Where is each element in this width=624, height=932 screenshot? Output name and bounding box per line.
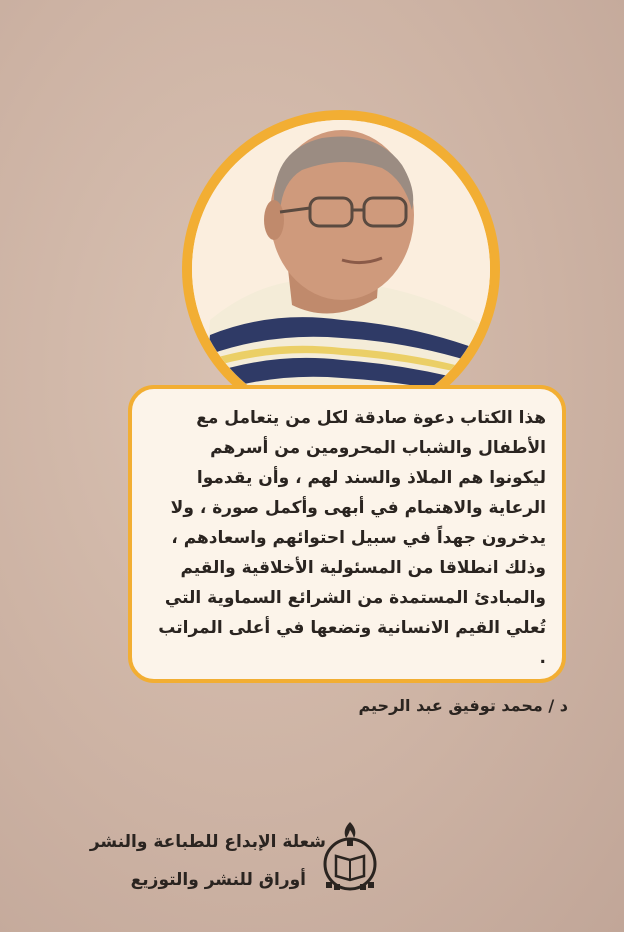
author-photo-frame — [182, 110, 500, 428]
publisher-torch-book-logo-icon — [318, 818, 382, 892]
blurb-text: هذا الكتاب دعوة صادقة لكل من يتعامل مع الأطفال والشباب المحرومين من أسرهم ليكونوا هم الملاذ والسند لهم ، وأن يقدموا الرعاية والاهتمام في أبهى وأكمل صورة ، ولا يدخرون جهداً في سبيل احتوائهم واسعادهم ، وذلك انطلاقا من المسئولية الأخلاقية والقيم والمبادئ المستمدة من الشرائع السماوية التي تُعلي القيم الانسانية وتضعها في أعلى المراتب . — [158, 408, 546, 668]
publisher-logo — [318, 818, 382, 892]
author-photo — [192, 120, 490, 418]
publisher-line-1: شعلة الإبداع للطباعة والنشر — [89, 832, 326, 852]
blurb-box — [128, 385, 566, 683]
author-portrait-icon — [192, 120, 490, 418]
author-name: د / محمد توفيق عبد الرحيم — [358, 696, 568, 715]
publisher-line-2: أوراق للنشر والتوزيع — [130, 870, 306, 890]
